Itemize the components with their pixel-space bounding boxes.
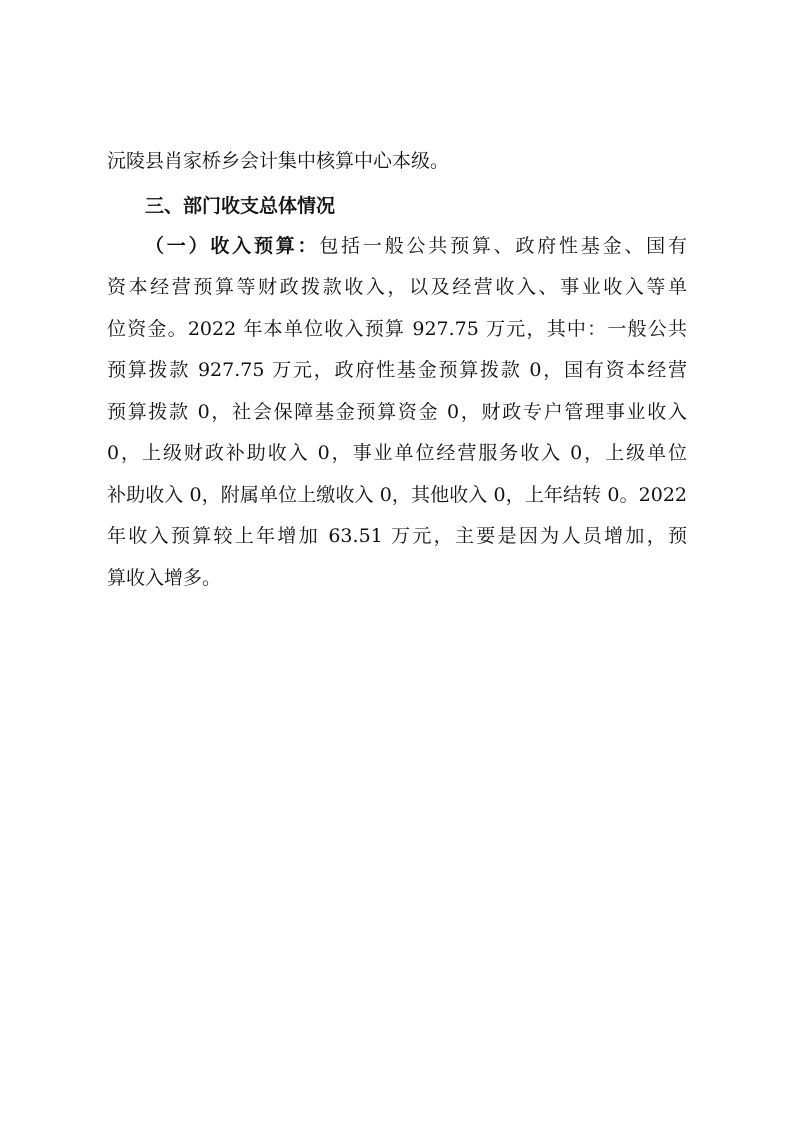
paragraph-line-1-text: 包括一般公共预算、政府性基金、国有: [319, 235, 687, 257]
body-line-unit-name: 沅陵县肖家桥乡会计集中核算中心本级。: [107, 150, 450, 172]
paragraph-line-6: 0，上级财政补助收入 0，事业单位经营服务收入 0，上级单位: [107, 442, 687, 464]
paragraph-line-4: 预算拨款 927.75 万元，政府性基金预算拨款 0，国有资本经营: [107, 359, 687, 381]
paragraph-line-1: [145, 234, 687, 258]
paragraph-line-8: 年收入预算较上年增加 63.51 万元，主要是因为人员增加，预: [107, 525, 687, 547]
paragraph-line-9: 算收入增多。: [107, 567, 222, 589]
paragraph-line-3: 位资金。2022 年本单位收入预算 927.75 万元，其中：一般公共: [107, 318, 687, 340]
paragraph-line-2: 资本经营预算等财政拨款收入，以及经营收入、事业收入等单: [107, 276, 687, 298]
paragraph-lead: （一）收入预算：: [145, 235, 320, 257]
paragraph-line-7: 补助收入 0，附属单位上缴收入 0，其他收入 0，上年结转 0。2022: [107, 484, 687, 506]
section-heading: 三、部门收支总体情况: [145, 195, 336, 217]
paragraph-line-5: 预算拨款 0，社会保障基金预算资金 0，财政专户管理事业收入: [107, 401, 687, 423]
